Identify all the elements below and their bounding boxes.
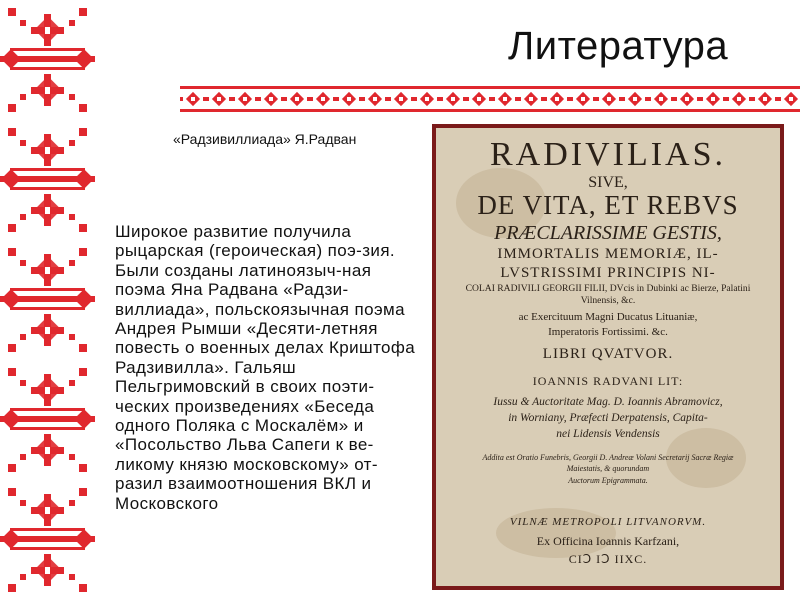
book-line: COLAI RADIVILI GEORGII FILII, DVcis in Dubinki ac Bierze, Palatini Vilnensis, &c. bbox=[465, 283, 751, 306]
book-line: Imperatoris Fortissimi. &c. bbox=[548, 326, 668, 338]
book-line: in Worniany, Præfecti Derpatensis, Capita- bbox=[508, 412, 708, 424]
slide-title: Литература bbox=[508, 24, 729, 68]
book-line: SIVE, bbox=[588, 174, 628, 191]
book-line: IOANNIS RADVANI LIT: bbox=[532, 374, 684, 388]
book-line: DE VITA, ET REBVS bbox=[477, 190, 739, 220]
book-line: VILNÆ METROPOLI LITVANORVM. bbox=[509, 516, 707, 528]
book-line: Auctorum Epigrammata. bbox=[568, 476, 648, 485]
book-line: LIBRI QVATVOR. bbox=[542, 346, 674, 362]
book-line: Addita est Oratio Funebris, Georgii D. Andreæ Volani Secretarij Sacræ Regiæ Maiestatis, & quorundam bbox=[482, 453, 734, 473]
book-page bbox=[436, 128, 780, 586]
book-line: CIↃ IↃ IIXC. bbox=[568, 552, 648, 566]
book-line: Iussu & Auctoritate Mag. D. Ioannis Abramovicz, bbox=[493, 396, 723, 408]
book-line: nei Lidensis Vendensis bbox=[556, 428, 660, 440]
book-title-page-image bbox=[432, 124, 784, 590]
book-line: LVSTRISSIMI PRINCIPIS NI- bbox=[500, 265, 716, 281]
book-line: PRÆCLARISSIME GESTIS, bbox=[494, 222, 722, 244]
book-line: IMMORTALIS MEMORIÆ, IL- bbox=[497, 246, 719, 262]
left-ornament-border bbox=[0, 0, 95, 600]
book-line: RADIVILIAS. bbox=[489, 136, 727, 173]
book-caption: «Радзивиллиада» Я.Радван bbox=[173, 131, 357, 147]
body-paragraph: Широкое развитие получила рыцарская (героическая) поэ-зия. Были созданы латиноязыч-ная поэма Яна Радвана «Радзи-виллиада», польскоязычная поэма Андрея Рымши «Десяти-летняя повесть о военных делах Криштофа Радзивилла». Гальяш Пельгримовский в своих поэти-ческих произведениях «Беседа одного Поляка с Москалём» и «Посольство Льва Сапеги к ве-ликому князю московскому» от-разил взаимоотношения ВКЛ и Московского bbox=[115, 222, 416, 513]
top-ornament-band bbox=[180, 86, 800, 112]
book-line: Ex Officina Ioannis Karfzani, bbox=[536, 534, 680, 548]
book-line: ac Exercituum Magni Ducatus Lituaniæ, bbox=[518, 311, 698, 323]
